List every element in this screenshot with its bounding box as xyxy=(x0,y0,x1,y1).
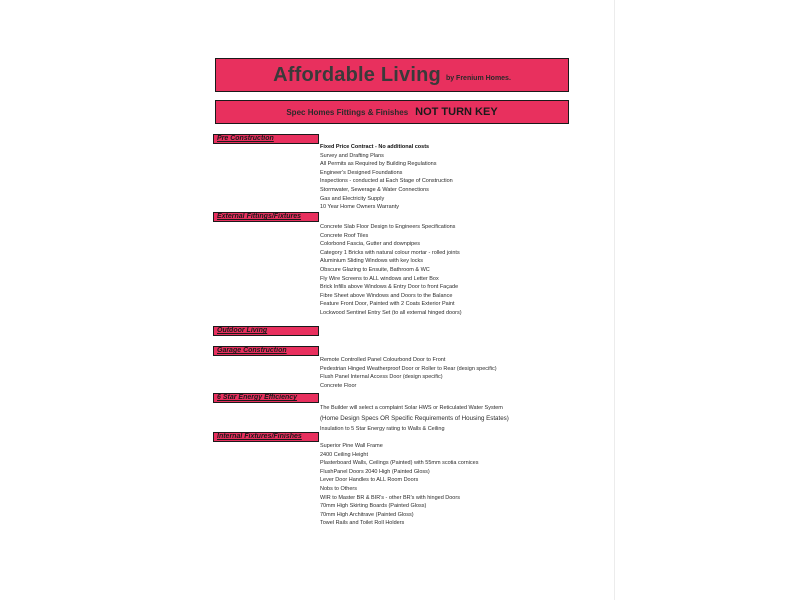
section-heading-pre-construction: Pre Construction xyxy=(213,134,319,144)
list-item: Concrete Floor xyxy=(320,382,357,389)
list-item: Flush Panel Internal Access Door (design specific) xyxy=(320,374,443,381)
list-item: Brick Infills above Windows & Entry Door to front Façade xyxy=(320,284,459,291)
section-heading-external: External Fittings/Fixtures xyxy=(213,212,319,222)
list-item: Concrete Slab Floor Design to Engineers Specifications xyxy=(320,224,456,230)
section-heading-internal: Internal Fixtures/Finishes xyxy=(213,432,319,442)
list-energy xyxy=(320,404,509,433)
list-item: Remote Controlled Panel Colourbond Door to Front xyxy=(320,357,446,363)
section-heading-outdoor: Outdoor Living xyxy=(213,326,319,336)
list-item: Towel Rails and Toilet Roll Holders xyxy=(320,520,405,527)
list-item: Insulation to 5 Star Energy rating to Walls & Ceiling xyxy=(320,425,445,432)
title-byline: by Frenium Homes. xyxy=(445,74,511,82)
list-item: Lever Door Handles to ALL Room Doors xyxy=(320,477,419,484)
list-item: (Home Design Specs OR Specific Requirements of Housing Estates) xyxy=(320,414,509,422)
list-external xyxy=(320,223,462,318)
list-item: Inspections - conducted at Each Stage of Construction xyxy=(320,178,453,185)
list-item: Lockwood Sentinel Entry Set (to all external hinged doors) xyxy=(320,309,462,316)
list-item: Pedestrian Hinged Weatherproof Door or Roller to Rear (design specific) xyxy=(320,365,497,372)
list-garage xyxy=(320,356,497,390)
list-item: WIR to Master BR & BIR's - other BR's with hinged Doors xyxy=(320,494,460,501)
list-item: Concrete Roof Tiles xyxy=(320,232,369,239)
section-heading-energy: 6 Star Energy Efficiency xyxy=(213,393,319,403)
list-item: Category 1 Bricks with natural colour mortar - rolled joints xyxy=(320,249,460,256)
list-item: Plasterboard Walls, Ceilings (Painted) with 55mm scotia cornices xyxy=(320,460,479,467)
list-item: Gas and Electricity Supply xyxy=(320,195,385,202)
list-item: Superior Pine Wall Frame xyxy=(320,443,383,449)
list-item: Stormwater, Sewerage & Water Connections xyxy=(320,186,429,193)
list-item: Survey and Drafting Plans xyxy=(320,152,384,159)
list-item: Engineer's Designed Foundations xyxy=(320,169,403,176)
title-banner xyxy=(215,58,569,92)
section-heading-garage: Garage Construction xyxy=(213,346,319,356)
list-item: 70mm High Skirting Boards (Painted Gloss) xyxy=(320,503,427,510)
list-pre-construction xyxy=(320,143,453,212)
list-item: 2400 Ceiling Height xyxy=(320,451,369,458)
list-item: Feature Front Door, Painted with 2 Coats Exterior Paint xyxy=(320,301,455,308)
list-item: 70mm High Architrave (Painted Gloss) xyxy=(320,511,414,518)
list-item: 10 Year Home Owners Warranty xyxy=(320,204,399,211)
list-item: Aluminium Sliding Windows with key locks xyxy=(320,258,424,265)
list-item: FlushPanel Doors 2040 High (Painted Gloss) xyxy=(320,468,430,475)
page-title: Affordable Living xyxy=(273,63,441,86)
list-item: Nobs to Others xyxy=(320,485,357,492)
list-item: All Permits as Required by Building Regulations xyxy=(320,161,437,168)
list-item: The Builder will select a complaint Solar HWS or Reticulated Water System xyxy=(320,405,503,411)
list-item: Colorbond Fascia, Gutter and downpipes xyxy=(320,241,420,248)
list-item: Fixed Price Contract - No additional costs xyxy=(320,144,430,150)
list-item: Fly Wire Screens to ALL windows and Letter Box xyxy=(320,275,439,282)
subtitle-emphasis: NOT TURN KEY xyxy=(415,106,498,118)
list-item: Fibre Sheet above Windows and Doors to the Balance xyxy=(320,292,453,299)
subtitle-banner xyxy=(215,100,569,124)
list-internal xyxy=(320,442,478,528)
subtitle-text: Spec Homes Fittings & Finishes xyxy=(286,107,409,117)
list-item: Obscure Glazing to Ensuite, Bathroom & WC xyxy=(320,266,430,273)
